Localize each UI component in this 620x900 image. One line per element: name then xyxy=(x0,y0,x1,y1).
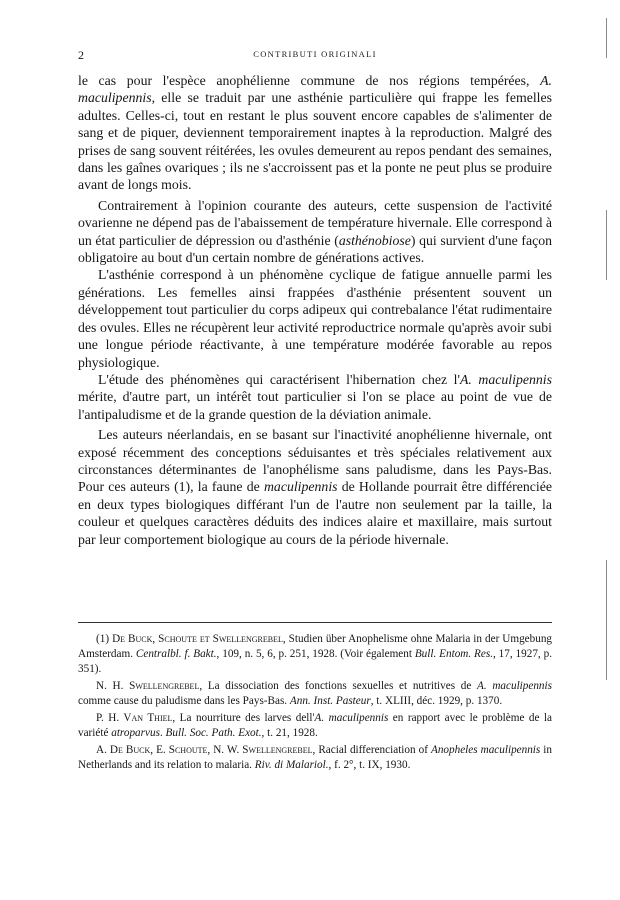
text-span: , Studien über Anophelisme ohne Malaria in der Umgebung Amsterdam. xyxy=(78,633,553,660)
journal-title: Centralbl. f. Bakt. xyxy=(135,648,217,660)
footnote-authors: N. H. Swellengrebel xyxy=(96,680,200,692)
term-italic: asthénobiose xyxy=(338,232,411,248)
journal-title: Bull. Entom. Res. xyxy=(414,648,493,660)
text-span: mérite, d'autre part, un intérêt tout particulier si l'on se place au point de vue de l'antipaludisme et de la grande question de la déviation animale. xyxy=(78,389,552,422)
scan-edge-mark xyxy=(606,560,607,680)
text-span: Les auteurs néerlandais, en se basant sur l'inactivité anophélienne hivernale, ont exposé récemment des conceptions séduisantes et très spéciales relativement aux circonstances déterminantes de l'anophélisme sans paludisme, dans les Pays-Bas. Pour ces auteurs (1), la faune de xyxy=(78,427,552,495)
text-span: comme cause du paludisme dans les Pays-Bas. xyxy=(78,695,290,707)
body-text xyxy=(78,72,552,548)
species-name: A. maculipennis xyxy=(78,73,552,106)
text-span: , Racial differenciation of xyxy=(312,744,431,756)
text-span: , La dissociation des fonctions sexuelles et nutritives de xyxy=(199,680,478,692)
text-span: de Hollande pourrait être différenciée en deux types biologiques différant l'un de l'autre non seulement par la taille, la couleur et quelques caractères déduits des indices alaire et maxillaire, mais surtout par leur comportement biologique au cours de la période hivernale. xyxy=(78,479,552,547)
text-span: , La nourriture des larves dell' xyxy=(172,712,315,724)
footnote-authors: A. De Buck, E. Schoute, N. W. Swellengrebel xyxy=(96,744,313,756)
species-name: maculipennis xyxy=(263,479,338,495)
paragraph-3: L'asthénie correspond à un phénomène cyclique de fatigue annuelle parmi les générations. Les femelles ainsi frappées d'asthénie présentent souvent un développement tout particulier du corps adipeux qui contrebalance l'état rudimentaire des ovules. Elles ne récupèrent leur activité reproductrice normale qu'après avoir subi une longue période réactivante, à une température modérée favorable au repos physiologique. xyxy=(78,267,552,370)
footnotes xyxy=(78,632,552,775)
text-span: , t. XLIII, déc. 1929, p. 1370. xyxy=(370,695,503,707)
journal-title: Riv. di Malariol. xyxy=(254,759,329,771)
paragraph-5 xyxy=(78,426,552,548)
variety-name: atroparvus xyxy=(111,727,160,739)
text-span: le cas pour l'espèce anophélienne commune de nos régions tempérées, xyxy=(78,73,541,88)
text-span: , elle se traduit par une asthénie particulière qui frappe les femelles adultes. Celles-ci, tout en restant le plus souvent encore capables de s'alimenter de sang et de piquer, deviennent temporairement inaptes à la reproduction. Malgré des prises de sang souvent réitérées, les ovules demeurent au repos pendant des semaines, dans les gaînes ovariques ; ils ne s'accroissent pas et la ponte ne peut plus se produire avant de longs mois. xyxy=(78,90,552,193)
text-span: . xyxy=(159,727,166,739)
journal-title: Bull. Soc. Path. Exot. xyxy=(165,727,262,739)
paragraph-2 xyxy=(78,197,552,267)
footnote-authors: De Buck, Schoute et Swellengrebel xyxy=(112,633,283,645)
text-span: en rapport avec le problème de la variété xyxy=(78,712,553,739)
text-span: , 109, n. 5, 6, p. 251, 1928. (Voir également xyxy=(216,648,415,660)
text-span: L'étude des phénomènes qui caractérisent l'hibernation chez l' xyxy=(98,371,460,387)
footnote-authors: P. H. Van Thiel xyxy=(96,712,173,724)
paragraph-4 xyxy=(78,371,552,423)
scan-edge-mark xyxy=(606,18,607,58)
text-span: in Netherlands and its relation to malaria. xyxy=(78,744,553,771)
species-name: A. maculipennis xyxy=(460,371,552,387)
footnote-marker: (1) xyxy=(96,633,113,645)
footnote-2 xyxy=(78,679,552,709)
text-span: ) qui survient d'une façon obligatoire au bout d'un certain nombre de générations actives. xyxy=(78,232,552,266)
species-name: A. maculipennis xyxy=(314,712,389,724)
page-number: 2 xyxy=(78,48,84,62)
species-name: Anopheles maculipennis xyxy=(430,744,541,756)
running-title: CONTRIBUTI ORIGINALI xyxy=(253,49,377,59)
journal-title: Ann. Inst. Pasteur xyxy=(289,695,371,707)
text-span: , t. 21, 1928. xyxy=(261,727,318,739)
paragraph-1 xyxy=(78,72,552,194)
footnote-3 xyxy=(78,711,552,741)
species-name: A. maculipennis xyxy=(477,680,552,692)
footnote-1 xyxy=(78,632,552,677)
text-span: Contrairement à l'opinion courante des auteurs, cette suspension de l'activité ovarienne ne dépend pas de l'abaissement de température hivernale. Elle correspond à un état particulier de dépression ou d'asthénie ( xyxy=(78,197,552,248)
footnote-divider xyxy=(78,622,552,623)
footnote-4 xyxy=(78,743,552,773)
text-span: , f. 2°, t. IX, 1930. xyxy=(328,759,411,771)
text-span: , 17, 1927, p. 351). xyxy=(78,648,552,675)
scan-edge-mark xyxy=(606,210,607,280)
page-header xyxy=(78,48,552,64)
